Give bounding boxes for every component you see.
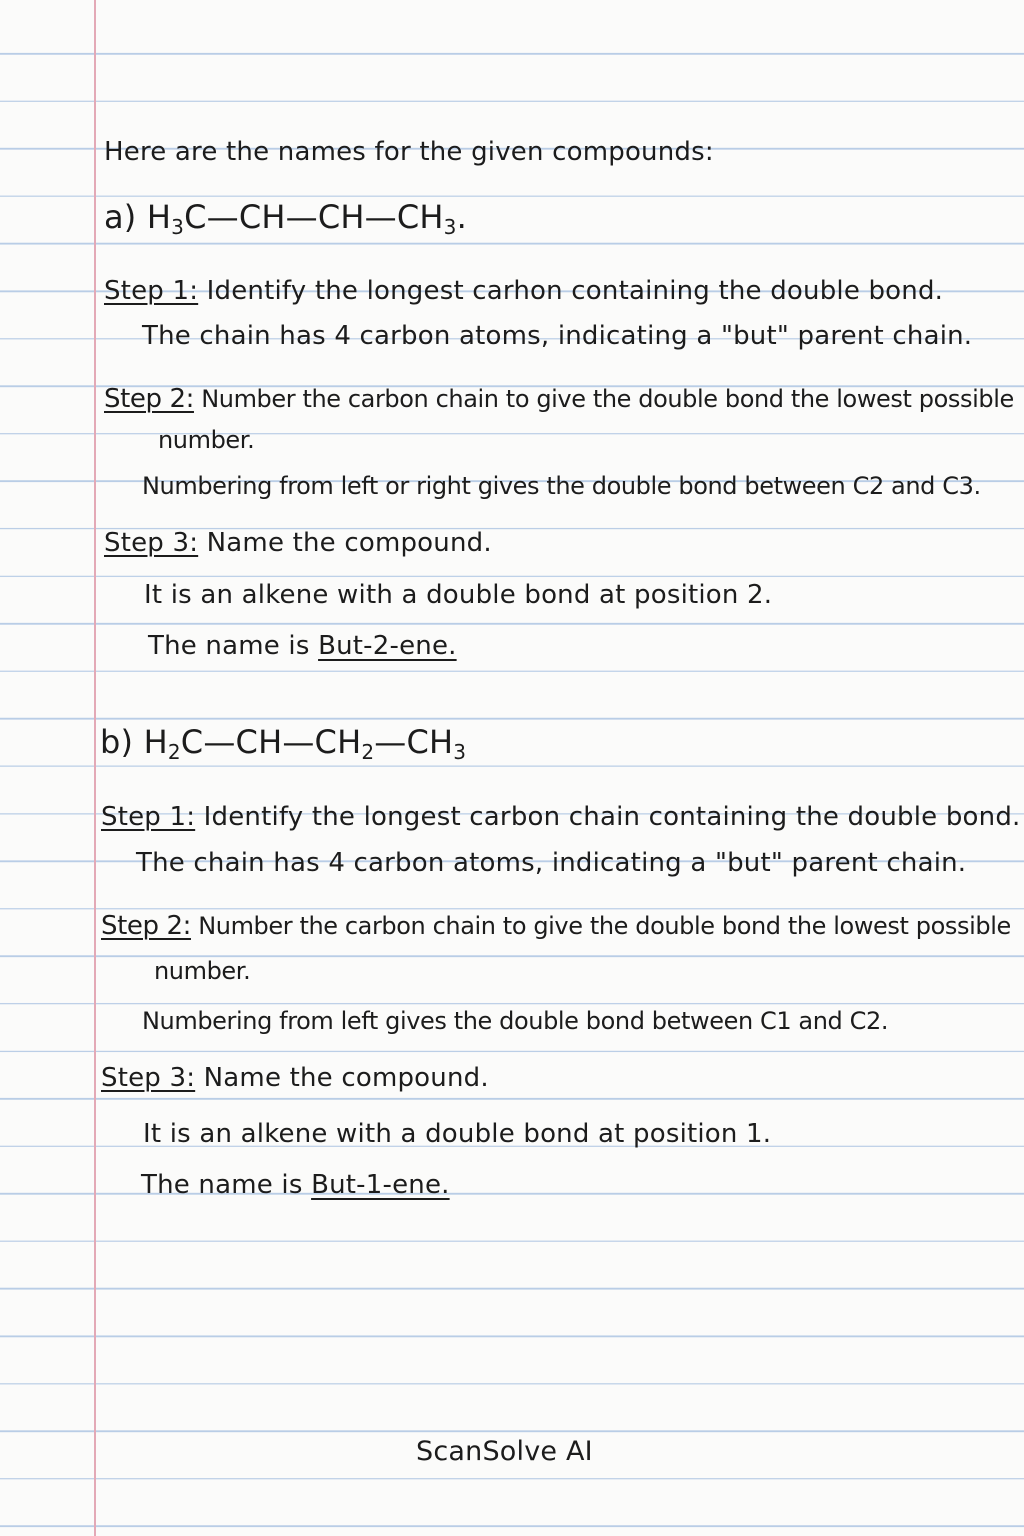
a-answer: But-2-ene. (318, 631, 457, 661)
a-step3-label: Step 3: (104, 528, 199, 558)
formula-subscript: 3 (453, 740, 467, 764)
formula-segment: C—CH—CH—CH (184, 198, 444, 236)
b-step2-line (101, 911, 1011, 941)
a-step2-line (104, 384, 1014, 414)
a-step2-label: Step 2: (104, 384, 194, 414)
compound-a-label: a) (104, 198, 137, 236)
formula-subscript: 3 (443, 215, 457, 239)
formula-subscript: 2 (361, 740, 375, 764)
formula-subscript: 3 (171, 215, 185, 239)
a-answer-prefix: The name is (148, 631, 310, 661)
a-step1-label: Step 1: (104, 276, 199, 306)
formula-a (146, 198, 467, 239)
b-step3-line (101, 1063, 489, 1093)
formula-segment: H (143, 723, 168, 761)
b-step2-label: Step 2: (101, 911, 191, 941)
a-step1-detail: The chain has 4 carbon atoms, indicating a "but" parent chain. (142, 321, 973, 351)
a-step3-detail: It is an alkene with a double bond at position 2. (144, 580, 773, 610)
b-step1-line (101, 802, 1021, 832)
b-step1-text: Identify the longest carbon chain containing the double bond. (203, 802, 1021, 832)
a-step2-text: Number the carbon chain to give the double bond the lowest possible (201, 385, 1014, 413)
b-step3-detail: It is an alkene with a double bond at position 1. (143, 1119, 772, 1149)
compound-a-formula (104, 198, 467, 239)
b-step2-text: Number the carbon chain to give the double bond the lowest possible (198, 912, 1011, 940)
formula-segment: —CH (374, 723, 454, 761)
b-answer-prefix: The name is (141, 1170, 303, 1200)
b-step3-label: Step 3: (101, 1063, 196, 1093)
compound-b-formula (100, 723, 467, 764)
b-step2-detail: Numbering from left gives the double bond between C1 and C2. (142, 1007, 889, 1035)
b-answer-line (141, 1170, 450, 1200)
a-step2-detail: Numbering from left or right gives the double bond between C2 and C3. (142, 472, 981, 500)
intro-text: Here are the names for the given compounds: (104, 137, 714, 167)
a-step3-text: Name the compound. (206, 528, 492, 558)
b-step1-detail: The chain has 4 carbon atoms, indicating a "but" parent chain. (136, 848, 967, 878)
b-step2-cont: number. (154, 957, 251, 985)
b-answer: But-1-ene. (311, 1170, 450, 1200)
a-step1-line (104, 276, 943, 306)
notebook-margin-line (94, 0, 96, 1536)
formula-b (143, 723, 467, 764)
formula-segment: . (456, 198, 467, 236)
footer-brand: ScanSolve AI (416, 1436, 593, 1467)
a-answer-line (148, 631, 457, 661)
compound-b-label: b) (100, 723, 134, 761)
a-step1-text: Identify the longest carhon containing the double bond. (206, 276, 944, 306)
formula-subscript: 2 (167, 740, 181, 764)
b-step1-label: Step 1: (101, 802, 196, 832)
b-step3-text: Name the compound. (203, 1063, 489, 1093)
a-step3-line (104, 528, 492, 558)
formula-segment: C—CH—CH (180, 723, 362, 761)
formula-segment: H (146, 198, 172, 236)
a-step2-cont: number. (158, 426, 255, 454)
